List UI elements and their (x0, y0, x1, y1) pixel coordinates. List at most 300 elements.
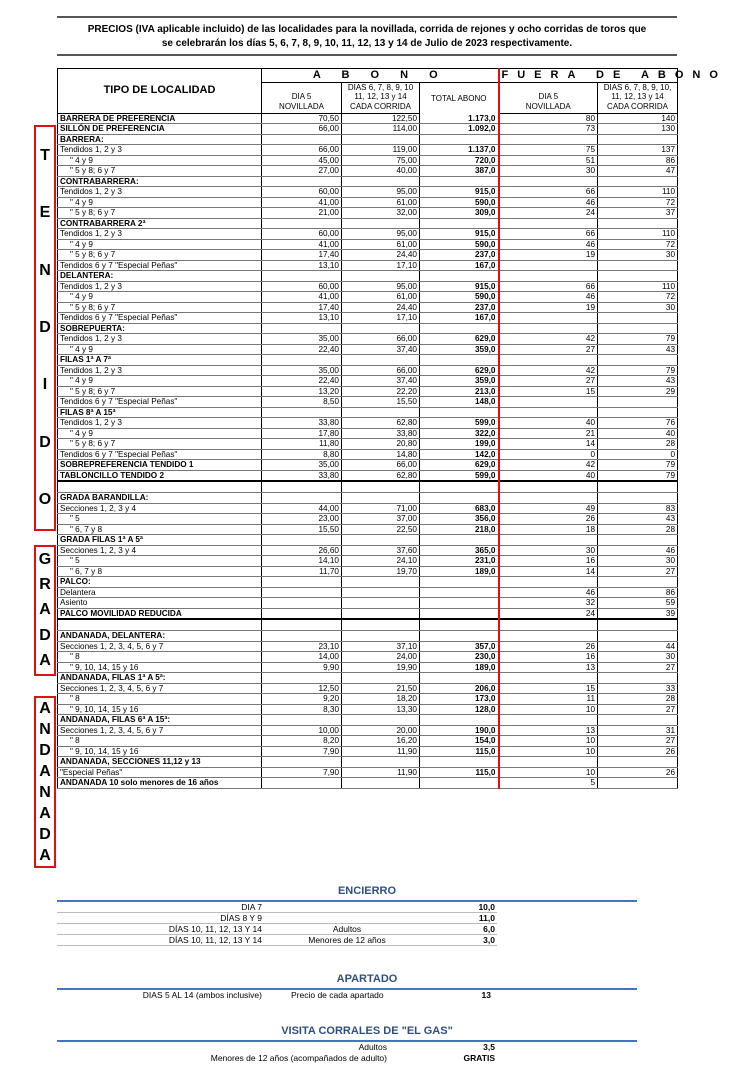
price-row (58, 757, 678, 768)
side-letter: A (39, 652, 51, 670)
cell-total-abono: 359,0 (420, 344, 499, 355)
side-letter: A (39, 699, 51, 717)
price-table (57, 68, 727, 789)
price-row (58, 556, 678, 567)
row-label: SOBREPREFERENCIA TENDIDO 1 (58, 460, 262, 471)
cell-dia5: 8,50 (262, 397, 342, 408)
cell-total-abono: 599,0 (420, 470, 499, 481)
encierro-row (57, 902, 497, 913)
cell-dia5 (262, 176, 342, 187)
cell-cada-corrida: 66,00 (342, 334, 420, 345)
price-row (58, 344, 678, 355)
cell-total-abono (420, 481, 499, 493)
cell-dia5: 22,40 (262, 344, 342, 355)
cell-total-abono: 590,0 (420, 197, 499, 208)
price-row (58, 767, 678, 778)
cell-total-abono: 1.173,0 (420, 113, 499, 124)
cell-dia5: 27,00 (262, 166, 342, 177)
cell-fa-cada-corrida (598, 407, 678, 418)
cell-fa-dia5 (499, 271, 598, 282)
cell-fa-dia5: 19 (499, 302, 598, 313)
cell-fa-cada-corrida (598, 577, 678, 588)
cell-total-abono: 173,0 (420, 694, 499, 705)
cell-cada-corrida: 119,00 (342, 145, 420, 156)
cell-dia5: 35,00 (262, 365, 342, 376)
cell-dia5: 8,20 (262, 736, 342, 747)
apartado-row (57, 990, 497, 1001)
col-dia5-header: DIA 5 (262, 83, 342, 102)
cell-total-abono: 142,0 (420, 449, 499, 460)
cell-cada-corrida (342, 407, 420, 418)
price-row (58, 577, 678, 588)
row-label: " 4 y 9 (58, 239, 262, 250)
cell-dia5: 7,90 (262, 767, 342, 778)
cell-fa-cada-corrida (598, 218, 678, 229)
cell-fa-dia5: 66 (499, 229, 598, 240)
cell-dia5: 60,00 (262, 229, 342, 240)
price-row (58, 587, 678, 598)
cell-cada-corrida: 66,00 (342, 365, 420, 376)
cell-fa-dia5 (499, 218, 598, 229)
cell-total-abono (420, 271, 499, 282)
cell-fa-dia5 (499, 673, 598, 684)
col-fa-dias-line-a: DIAS 6, 7, 8, 9, 10, (603, 83, 672, 92)
cell-fa-dia5: 42 (499, 365, 598, 376)
cell-fa-dia5: 75 (499, 145, 598, 156)
price-row (58, 271, 678, 282)
encierro-section (57, 885, 677, 946)
cell-cada-corrida (342, 535, 420, 546)
corrales-title: VISITA CORRALES DE "EL GAS" (281, 1025, 453, 1037)
cell-fa-dia5: 66 (499, 281, 598, 292)
cell-cada-corrida: 22,50 (342, 524, 420, 535)
cell-dia5: 45,00 (262, 155, 342, 166)
cell-fa-cada-corrida: 27 (598, 704, 678, 715)
cell-total-abono: 231,0 (420, 556, 499, 567)
cell-fa-dia5: 10 (499, 767, 598, 778)
price-row (58, 439, 678, 450)
cell-dia5: 21,00 (262, 208, 342, 219)
cell-cada-corrida: 61,00 (342, 197, 420, 208)
cell-total-abono: 359,0 (420, 376, 499, 387)
side-letter: I (42, 376, 48, 394)
cell-total-abono: 213,0 (420, 386, 499, 397)
cell-cada-corrida: 40,00 (342, 166, 420, 177)
encierro-sub (287, 902, 407, 912)
cell-fa-cada-corrida (598, 631, 678, 642)
cell-fa-cada-corrida: 137 (598, 145, 678, 156)
row-label: Tendidos 6 y 7 "Especial Peñas" (58, 449, 262, 460)
row-label: " 4 y 9 (58, 344, 262, 355)
cell-fa-dia5: 32 (499, 598, 598, 609)
cell-fa-cada-corrida: 110 (598, 229, 678, 240)
row-label: SILLÓN DE PREFERENCIA (58, 124, 262, 135)
row-label: Tendidos 6 y 7 "Especial Peñas" (58, 397, 262, 408)
cell-fa-dia5: 24 (499, 608, 598, 619)
cell-total-abono: 115,0 (420, 746, 499, 757)
cell-fa-dia5: 19 (499, 250, 598, 261)
col-fa-novillada-header: NOVILLADA (499, 101, 598, 113)
corrales-value: 3,5 (483, 1042, 495, 1052)
cell-dia5: 13,20 (262, 386, 342, 397)
price-row (58, 334, 678, 345)
cell-fa-dia5 (499, 493, 598, 504)
encierro-sub: Menores de 12 años (308, 935, 386, 945)
cell-cada-corrida: 24,40 (342, 302, 420, 313)
cell-dia5: 14,00 (262, 652, 342, 663)
price-row (58, 229, 678, 240)
cell-cada-corrida (342, 715, 420, 726)
cell-fa-cada-corrida: 26 (598, 767, 678, 778)
cell-dia5: 10,00 (262, 725, 342, 736)
row-label: DELANTERA: (58, 271, 262, 282)
encierro-sub (287, 913, 407, 923)
price-row (58, 323, 678, 334)
header-line-1: PRECIOS (IVA aplicable incluido) de las localidades para la novillada, corrida de rejones y ocho corridas de toros que (87, 24, 647, 35)
cell-cada-corrida: 37,10 (342, 641, 420, 652)
row-label: ANDANADA, SECCIONES 11,12 y 13 (58, 757, 262, 768)
side-letter: A (39, 846, 51, 864)
cell-total-abono: 915,0 (420, 229, 499, 240)
cell-total-abono: 128,0 (420, 704, 499, 715)
cell-fa-cada-corrida (598, 134, 678, 145)
cell-cada-corrida: 32,00 (342, 208, 420, 219)
cell-cada-corrida: 16,20 (342, 736, 420, 747)
cell-fa-dia5: 42 (499, 334, 598, 345)
cell-cada-corrida: 95,00 (342, 229, 420, 240)
cell-fa-cada-corrida: 29 (598, 386, 678, 397)
side-letter: D (39, 318, 51, 336)
cell-cada-corrida: 11,90 (342, 767, 420, 778)
cell-cada-corrida (342, 598, 420, 609)
cell-dia5: 9,20 (262, 694, 342, 705)
cell-dia5: 8,80 (262, 449, 342, 460)
cell-fa-dia5: 0 (499, 449, 598, 460)
cell-fa-cada-corrida: 28 (598, 694, 678, 705)
cell-fa-cada-corrida (598, 778, 678, 789)
cell-fa-dia5: 10 (499, 746, 598, 757)
price-row (58, 608, 678, 619)
row-label: " 4 y 9 (58, 428, 262, 439)
apartado-value: 13 (481, 990, 491, 1000)
cell-fa-cada-corrida: 43 (598, 344, 678, 355)
side-letter: T (40, 146, 50, 164)
cell-dia5: 13,10 (262, 260, 342, 271)
side-letter: A (39, 601, 51, 619)
cell-fa-cada-corrida: 47 (598, 166, 678, 177)
price-row (58, 631, 678, 642)
corrales-section (57, 1025, 677, 1064)
cell-cada-corrida: 37,40 (342, 344, 420, 355)
col-fa-cada-header: CADA CORRIDA (598, 101, 678, 113)
col-fa-dias-line-b: 11, 12, 13 y 14 (611, 92, 664, 101)
cell-cada-corrida (342, 608, 420, 619)
corrales-label: Menores de 12 años (acompañados de adulto) (210, 1053, 387, 1063)
encierro-label: DÍAS 8 Y 9 (220, 913, 262, 923)
encierro-value: 10,0 (478, 902, 495, 912)
corrales-rows (57, 1042, 677, 1064)
row-label: " 6, 7 y 8 (58, 566, 262, 577)
cell-cada-corrida: 122,50 (342, 113, 420, 124)
col-novillada-header: NOVILLADA (262, 101, 342, 113)
cell-fa-cada-corrida: 79 (598, 365, 678, 376)
price-row (58, 155, 678, 166)
cell-total-abono: 356,0 (420, 514, 499, 525)
cell-fa-dia5 (499, 535, 598, 546)
cell-cada-corrida (342, 134, 420, 145)
row-label: " 5 (58, 556, 262, 567)
price-row (58, 397, 678, 408)
apartado-sub: Precio de cada apartado (291, 990, 384, 1000)
row-label: ANDANADA, FILAS 1ª A 5ª: (58, 673, 262, 684)
row-label: " 6, 7 y 8 (58, 524, 262, 535)
row-label: Delantera (58, 587, 262, 598)
row-label: " 5 y 8; 6 y 7 (58, 166, 262, 177)
cell-fa-dia5 (499, 397, 598, 408)
row-label: " 9, 10, 14, 15 y 16 (58, 704, 262, 715)
cell-cada-corrida: 15,50 (342, 397, 420, 408)
price-row (58, 715, 678, 726)
cell-total-abono (420, 407, 499, 418)
cell-total-abono (420, 355, 499, 366)
cell-cada-corrida: 21,50 (342, 683, 420, 694)
row-label: TABLONCILLO TENDIDO 2 (58, 470, 262, 481)
encierro-title: ENCIERRO (337, 885, 397, 897)
row-label: " 8 (58, 736, 262, 747)
cell-cada-corrida: 62,80 (342, 470, 420, 481)
cell-dia5: 9,90 (262, 662, 342, 673)
row-label: Secciones 1, 2, 3 y 4 (58, 545, 262, 556)
cell-total-abono: 189,0 (420, 662, 499, 673)
cell-dia5 (262, 493, 342, 504)
row-label: Tendidos 1, 2 y 3 (58, 229, 262, 240)
cell-total-abono (420, 134, 499, 145)
encierro-row (57, 913, 497, 924)
col-dias-line-a: DIAS 6, 7, 8, 9, 10 (347, 83, 414, 92)
cell-fa-dia5: 40 (499, 470, 598, 481)
cell-cada-corrida (342, 619, 420, 631)
cell-cada-corrida (342, 587, 420, 598)
row-label: " 8 (58, 694, 262, 705)
price-row (58, 746, 678, 757)
cell-fa-cada-corrida (598, 481, 678, 493)
cell-cada-corrida: 61,00 (342, 239, 420, 250)
row-label: SOBREPUERTA: (58, 323, 262, 334)
cell-total-abono: 199,0 (420, 439, 499, 450)
price-row (58, 566, 678, 577)
cell-fa-cada-corrida: 59 (598, 598, 678, 609)
cell-fa-cada-corrida (598, 715, 678, 726)
col-dias-line-b: 11, 12, 13 y 14 (354, 92, 407, 101)
price-row (58, 176, 678, 187)
price-row (58, 704, 678, 715)
cell-fa-dia5 (499, 757, 598, 768)
cell-fa-cada-corrida: 46 (598, 545, 678, 556)
cell-fa-cada-corrida (598, 260, 678, 271)
price-row (58, 197, 678, 208)
cell-fa-dia5 (499, 355, 598, 366)
cell-cada-corrida (342, 355, 420, 366)
price-header (57, 16, 677, 56)
cell-dia5: 41,00 (262, 239, 342, 250)
cell-total-abono: 154,0 (420, 736, 499, 747)
cell-cada-corrida: 17,10 (342, 260, 420, 271)
corrales-value: GRATIS (463, 1053, 495, 1063)
row-label: GRADA FILAS 1ª A 5ª (58, 535, 262, 546)
cell-cada-corrida: 18,20 (342, 694, 420, 705)
price-row (58, 418, 678, 429)
cell-fa-cada-corrida: 30 (598, 302, 678, 313)
cell-cada-corrida: 14,80 (342, 449, 420, 460)
row-label: BARRERA: (58, 134, 262, 145)
cell-fa-dia5 (499, 176, 598, 187)
cell-dia5: 11,80 (262, 439, 342, 450)
section-gap (58, 481, 678, 493)
cell-dia5 (262, 673, 342, 684)
cell-fa-cada-corrida: 26 (598, 746, 678, 757)
cell-fa-cada-corrida: 0 (598, 449, 678, 460)
cell-fa-cada-corrida: 72 (598, 197, 678, 208)
cell-fa-dia5: 80 (499, 113, 598, 124)
price-row (58, 355, 678, 366)
cell-dia5 (262, 587, 342, 598)
cell-fa-dia5: 66 (499, 187, 598, 198)
row-label: " 9, 10, 14, 15 y 16 (58, 662, 262, 673)
price-row (58, 281, 678, 292)
cell-total-abono: 599,0 (420, 418, 499, 429)
price-row (58, 535, 678, 546)
cell-dia5 (262, 218, 342, 229)
row-label: Tendidos 1, 2 y 3 (58, 187, 262, 198)
row-label: Secciones 1, 2, 3, 4, 5, 6 y 7 (58, 641, 262, 652)
cell-fa-cada-corrida (598, 323, 678, 334)
price-row (58, 166, 678, 177)
cell-total-abono: 629,0 (420, 365, 499, 376)
row-label: Tendidos 1, 2 y 3 (58, 365, 262, 376)
cell-dia5: 14,10 (262, 556, 342, 567)
cell-fa-cada-corrida (598, 673, 678, 684)
cell-fa-dia5: 13 (499, 725, 598, 736)
cell-dia5 (262, 715, 342, 726)
fuera-abono-header: FUERA DE ABONO (499, 69, 678, 83)
price-rows (58, 113, 678, 788)
col-total-header: TOTAL ABONO (420, 83, 499, 114)
encierro-sub: Adultos (332, 924, 362, 934)
row-label: " 5 y 8; 6 y 7 (58, 302, 262, 313)
col-fa-dias-header (598, 83, 678, 102)
header-line-2: se celebrarán los días 5, 6, 7, 8, 9, 10, 11, 12, 13 y 14 de Julio de 2023 respectivamente. (161, 38, 573, 49)
corrales-row (57, 1053, 497, 1064)
cell-fa-dia5: 30 (499, 166, 598, 177)
cell-dia5: 41,00 (262, 292, 342, 303)
price-row (58, 662, 678, 673)
corrales-row (57, 1042, 497, 1053)
side-letter: E (39, 204, 51, 222)
cell-cada-corrida: 13,30 (342, 704, 420, 715)
encierro-rows (57, 902, 677, 946)
cell-fa-cada-corrida: 130 (598, 124, 678, 135)
side-letter: N (39, 261, 51, 279)
cell-fa-cada-corrida (598, 271, 678, 282)
cell-cada-corrida (342, 493, 420, 504)
price-row (58, 694, 678, 705)
price-row (58, 376, 678, 387)
cell-dia5: 15,50 (262, 524, 342, 535)
cell-dia5: 44,00 (262, 503, 342, 514)
row-label: "Especial Peñas" (58, 767, 262, 778)
cell-fa-cada-corrida (598, 535, 678, 546)
cell-fa-dia5 (499, 577, 598, 588)
cell-fa-dia5: 27 (499, 376, 598, 387)
cell-dia5 (262, 481, 342, 493)
cell-cada-corrida: 71,00 (342, 503, 420, 514)
cell-fa-cada-corrida: 110 (598, 187, 678, 198)
row-label: FILAS 8ª A 15ª (58, 407, 262, 418)
row-label: FILAS 1ª A 7ª (58, 355, 262, 366)
cell-total-abono (420, 598, 499, 609)
cell-cada-corrida: 11,90 (342, 746, 420, 757)
price-row (58, 503, 678, 514)
cell-cada-corrida: 66,00 (342, 460, 420, 471)
cell-total-abono (420, 673, 499, 684)
side-letter: D (39, 433, 51, 451)
cell-dia5: 11,70 (262, 566, 342, 577)
cell-cada-corrida: 22,20 (342, 386, 420, 397)
cell-fa-dia5: 51 (499, 155, 598, 166)
cell-cada-corrida: 75,00 (342, 155, 420, 166)
row-label: " 5 y 8; 6 y 7 (58, 250, 262, 261)
cell-fa-cada-corrida (598, 355, 678, 366)
row-label: BARRERA DE PREFERENCIA (58, 113, 262, 124)
cell-total-abono (420, 493, 499, 504)
encierro-value: 6,0 (483, 924, 495, 934)
side-letter: R (39, 576, 51, 594)
row-label: " 4 y 9 (58, 292, 262, 303)
cell-total-abono: 1.092,0 (420, 124, 499, 135)
cell-total-abono: 629,0 (420, 334, 499, 345)
cell-total-abono: 237,0 (420, 302, 499, 313)
encierro-row (57, 935, 497, 946)
cell-cada-corrida: 95,00 (342, 187, 420, 198)
cell-fa-dia5: 30 (499, 545, 598, 556)
cell-dia5: 35,00 (262, 334, 342, 345)
price-row (58, 524, 678, 535)
cell-fa-dia5: 10 (499, 736, 598, 747)
col-fa-dia5-header: DIA 5 (538, 92, 559, 101)
cell-fa-cada-corrida: 140 (598, 113, 678, 124)
cell-dia5 (262, 598, 342, 609)
cell-total-abono: 148,0 (420, 397, 499, 408)
cell-cada-corrida (342, 481, 420, 493)
cell-total-abono: 915,0 (420, 281, 499, 292)
cell-fa-dia5 (499, 407, 598, 418)
row-label: Tendidos 1, 2 y 3 (58, 145, 262, 156)
cell-fa-cada-corrida: 39 (598, 608, 678, 619)
cell-fa-dia5: 18 (499, 524, 598, 535)
col-dias-header (342, 83, 420, 102)
cell-dia5: 17,40 (262, 250, 342, 261)
cell-fa-cada-corrida: 83 (598, 503, 678, 514)
price-row (58, 292, 678, 303)
cell-total-abono (420, 323, 499, 334)
price-row (58, 493, 678, 504)
cell-total-abono: 230,0 (420, 652, 499, 663)
cell-fa-dia5: 46 (499, 197, 598, 208)
cell-cada-corrida (342, 176, 420, 187)
col-cada-header: CADA CORRIDA (342, 101, 420, 113)
cell-fa-cada-corrida: 40 (598, 428, 678, 439)
cell-total-abono: 309,0 (420, 208, 499, 219)
